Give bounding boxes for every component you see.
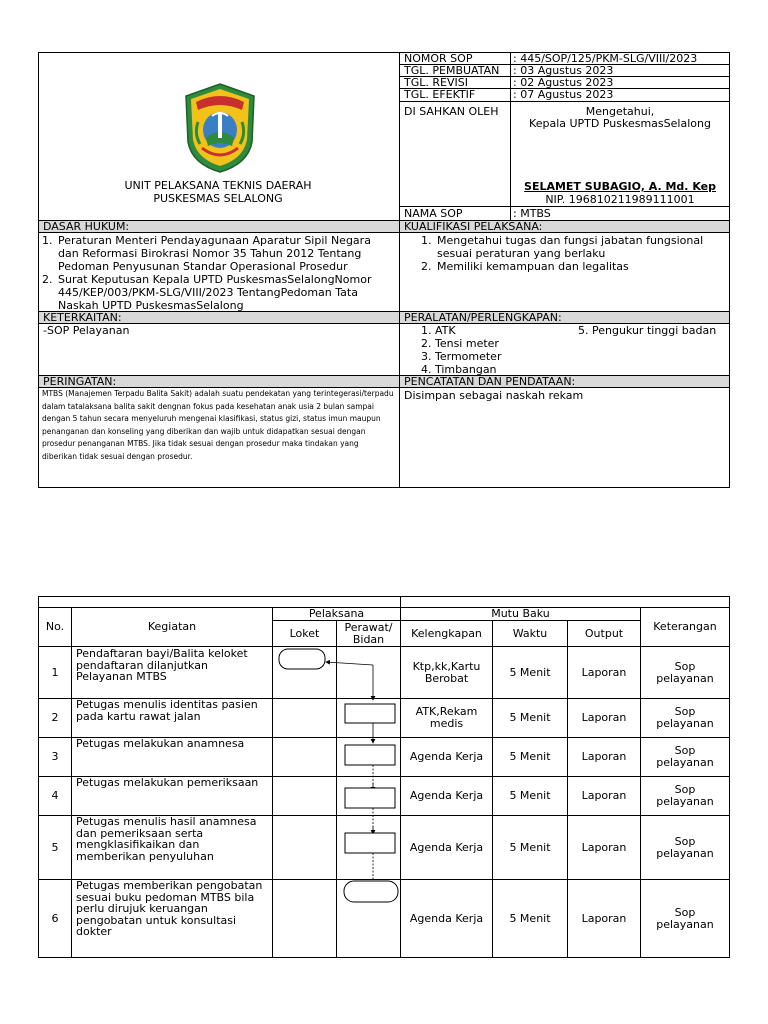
kualifikasi-num-1: 1. bbox=[421, 234, 432, 247]
header-pelaksana: Pelaksana bbox=[308, 607, 365, 620]
row-keterangan: Sop pelayanan bbox=[656, 834, 714, 860]
row-kelengkapan: Ktp,kk,Kartu Berobat bbox=[412, 659, 481, 685]
dasar-hukum-title: DASAR HUKUM: bbox=[43, 220, 130, 233]
row-no: 5 bbox=[51, 840, 59, 854]
kualifikasi-line: Memiliki kemampuan dan legalitas bbox=[437, 260, 629, 273]
row-kelengkapan: ATK,Rekam medis bbox=[415, 705, 478, 730]
mengetahui-text: Mengetahui, bbox=[585, 105, 655, 118]
header-waktu: Waktu bbox=[512, 626, 548, 640]
dasar-hukum-line: dan Reformasi Birokrasi Nomor 35 Tahun 2012 Tentang bbox=[58, 247, 362, 260]
row-output: Laporan bbox=[581, 711, 627, 724]
row-kegiatan: Petugas memberikan pengobatan sesuai buku pedoman MTBS bila perlu dirujuk keruangan pengobatan untuk konsultasi dokter bbox=[76, 879, 263, 938]
row-waktu: 5 Menit bbox=[509, 711, 551, 724]
peralatan-title: PERALATAN/PERLENGKAPAN: bbox=[404, 311, 562, 324]
row-output: Laporan bbox=[581, 789, 627, 802]
header-kelengkapan: Kelengkapan bbox=[411, 626, 482, 640]
dasar-hukum-num-2: 2. bbox=[42, 273, 53, 286]
flow-start-terminator bbox=[279, 649, 325, 669]
row-waktu: 5 Menit bbox=[509, 840, 551, 854]
row-kegiatan: Petugas menulis identitas pasien pada kartu rawat jalan bbox=[76, 698, 258, 723]
row-keterangan: Sop pelayanan bbox=[656, 744, 714, 769]
row-no: 1 bbox=[51, 665, 59, 679]
row-keterangan: Sop pelayanan bbox=[656, 905, 714, 931]
row-no: 4 bbox=[51, 789, 59, 802]
unit-title-line1: UNIT PELAKSANA TEKNIS DAERAH bbox=[124, 179, 312, 192]
flow-process-box bbox=[345, 745, 395, 765]
peralatan-item: 2. Tensi meter bbox=[421, 337, 499, 350]
kualifikasi-title: KUALIFIKASI PELAKSANA: bbox=[404, 220, 543, 233]
peralatan-item: 5. Pengukur tinggi badan bbox=[578, 324, 717, 337]
row-keterangan: Sop pelayanan bbox=[656, 783, 714, 808]
flow-end-terminator bbox=[344, 881, 398, 902]
dasar-hukum-line: Peraturan Menteri Pendayagunaan Aparatur Sipil Negara bbox=[58, 234, 371, 247]
peralatan-item: 3. Termometer bbox=[421, 350, 502, 363]
row-keterangan: Sop pelayanan bbox=[656, 659, 714, 685]
peringatan-title: PERINGATAN: bbox=[43, 375, 117, 388]
header-output: Output bbox=[584, 626, 624, 640]
kualifikasi-line: Mengetahui tugas dan fungsi jabatan fungsional bbox=[437, 234, 704, 247]
tgl-pembuatan-label: TGL. PEMBUATAN bbox=[404, 64, 500, 77]
unit-title-line2: PUSKESMAS SELALONG bbox=[153, 192, 283, 205]
row-waktu: 5 Menit bbox=[509, 911, 551, 925]
keterkaitan-text: -SOP Pelayanan bbox=[43, 324, 130, 337]
dasar-hukum-num-1: 1. bbox=[42, 234, 53, 247]
peralatan-item: 1. ATK bbox=[421, 324, 456, 337]
tgl-revisi-value: : 02 Agustus 2023 bbox=[513, 76, 614, 89]
flow-process-box bbox=[345, 833, 395, 853]
row-kelengkapan: Agenda Kerja bbox=[409, 789, 484, 802]
tgl-efektif-value: : 07 Agustus 2023 bbox=[513, 88, 614, 101]
row-kelengkapan: Agenda Kerja bbox=[409, 911, 484, 925]
row-no: 3 bbox=[51, 750, 59, 763]
nomor-sop-label: NOMOR SOP bbox=[404, 52, 473, 65]
pencatatan-title: PENCATATAN DAN PENDATAAN: bbox=[404, 375, 576, 388]
flow-process-box bbox=[345, 704, 395, 723]
row-kegiatan: Petugas melakukan pemeriksaan bbox=[76, 776, 259, 789]
flow-process-box bbox=[345, 788, 395, 808]
peralatan-item: 4. Timbangan bbox=[421, 363, 497, 376]
kualifikasi-num-2: 2. bbox=[421, 260, 432, 273]
row-waktu: 5 Menit bbox=[509, 665, 551, 679]
nama-sop-value: : MTBS bbox=[513, 207, 551, 220]
header-loket: Loket bbox=[289, 626, 320, 640]
row-waktu: 5 Menit bbox=[509, 750, 551, 763]
row-kegiatan: Pendaftaran bayi/Balita keloket pendaftaran dilanjutkan Pelayanan MTBS bbox=[76, 647, 248, 683]
row-kelengkapan: Agenda Kerja bbox=[409, 840, 484, 854]
row-keterangan: Sop pelayanan bbox=[656, 705, 714, 730]
dasar-hukum-line: Pedoman Penyusunan Standar Operasional Prosedur bbox=[58, 260, 348, 273]
nama-sop-label: NAMA SOP bbox=[404, 207, 463, 220]
row-output: Laporan bbox=[581, 911, 627, 925]
row-kegiatan: Petugas melakukan anamnesa bbox=[76, 737, 245, 750]
header-kegiatan: Kegiatan bbox=[147, 620, 197, 633]
row-output: Laporan bbox=[581, 840, 627, 854]
pencatatan-text: Disimpan sebagai naskah rekam bbox=[404, 389, 584, 402]
keterkaitan-title: KETERKAITAN: bbox=[43, 311, 122, 324]
tgl-pembuatan-value: : 03 Agustus 2023 bbox=[513, 64, 614, 77]
dasar-hukum-line: 445/KEP/003/PKM-SLG/VIII/2023 TentangPedoman Tata bbox=[58, 286, 358, 299]
tgl-revisi-label: TGL. REVISI bbox=[404, 76, 468, 89]
row-kegiatan: Petugas menulis hasil anamnesa dan pemeriksaan serta mengklasifikaikan dan memberikan penyuluhan bbox=[76, 815, 257, 863]
kepala-text: Kepala UPTD PuskesmasSelalong bbox=[529, 117, 711, 130]
dasar-hukum-line: Naskah UPTD PuskesmasSelalong bbox=[58, 299, 244, 312]
kualifikasi-line: sesuai peraturan yang berlaku bbox=[437, 247, 606, 260]
row-no: 2 bbox=[51, 711, 59, 724]
flow-connector bbox=[326, 662, 373, 665]
disahkan-label: DI SAHKAN OLEH bbox=[404, 105, 499, 118]
signer-name: SELAMET SUBAGIO, A. Md. Kep bbox=[524, 180, 716, 193]
nomor-sop-value: : 445/SOP/125/PKM-SLG/VIII/2023 bbox=[513, 52, 698, 65]
row-no: 6 bbox=[51, 911, 59, 925]
signer-nip: NIP. 196810211989111001 bbox=[545, 193, 695, 206]
dasar-hukum-line: Surat Keputusan Kepala UPTD PuskesmasSelalongNomor bbox=[58, 273, 372, 286]
row-waktu: 5 Menit bbox=[509, 789, 551, 802]
header-perawat: Perawat/ Bidan bbox=[344, 620, 393, 646]
row-kelengkapan: Agenda Kerja bbox=[409, 750, 484, 763]
header-no: No. bbox=[45, 620, 65, 633]
tgl-efektif-label: TGL. EFEKTIF bbox=[404, 88, 476, 101]
header-keterangan: Keterangan bbox=[653, 620, 717, 633]
header-mutu-baku: Mutu Baku bbox=[491, 607, 550, 620]
peringatan-text: MTBS (Manajemen Terpadu Balita Sakit) adalah suatu pendekatan yang terintegerasi/terpadu dalam tatalaksana balita sakit dengnan fokus pada kesehatan anak usia 2 bulan sampai dengan 5 tahun secara menyeluruh mengenai klasifikasi, status gizi, status imun maupun penanganan dan konseling yang diberikan dan wajib untuk didapatkan sesuai dengan prosedur penanganan MTBS. Jika tidak sesuai dengan prosedur maka tindakan yang diberikan tidak sesuai dengan prosedur. bbox=[42, 389, 394, 461]
row-output: Laporan bbox=[581, 750, 627, 763]
row-output: Laporan bbox=[581, 665, 627, 679]
